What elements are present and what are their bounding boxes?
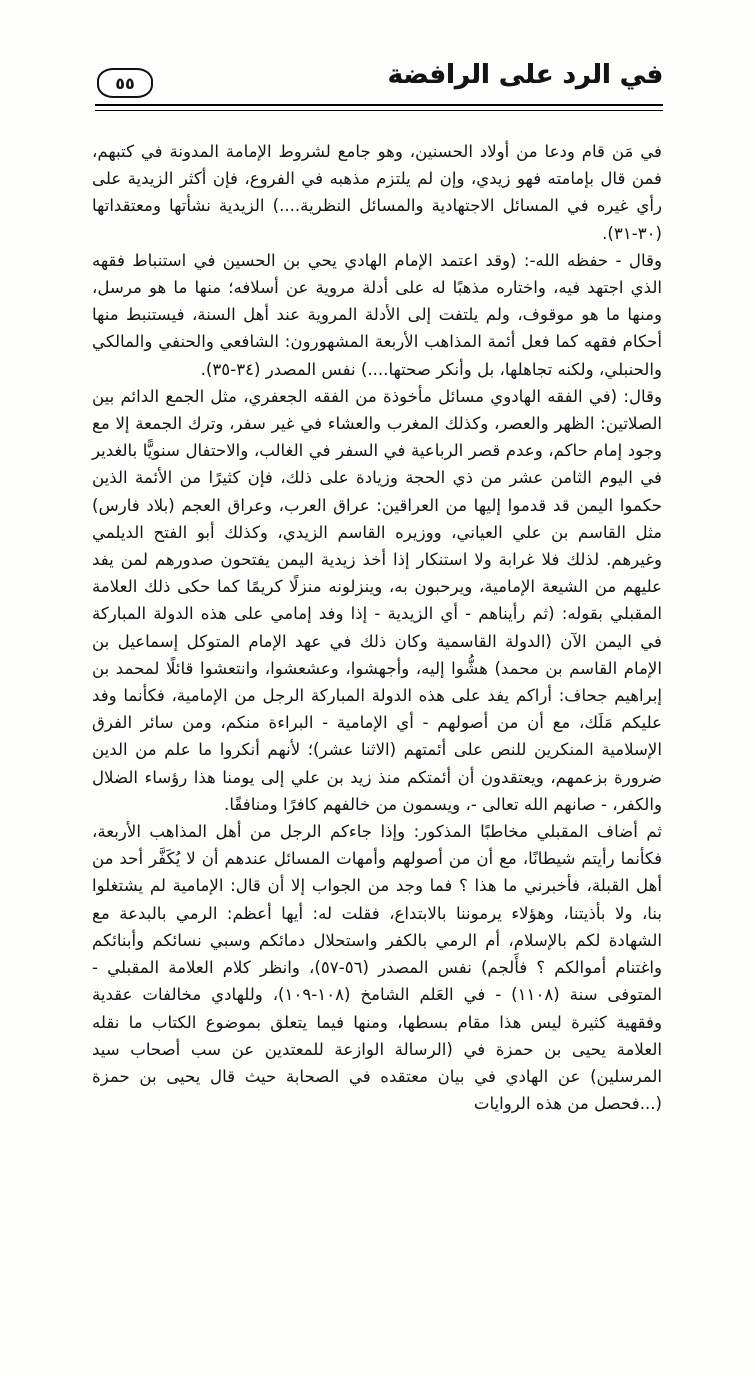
page-number-badge: ٥٥	[97, 68, 153, 98]
page-header	[95, 62, 663, 102]
paragraph-3: وقال: (في الفقه الهادوي مسائل مأخوذة من الفقه الجعفري، مثل الجمع الدائم بين الصلاتين: الظهر والعصر، وكذلك المغرب والعشاء في غير سفر، وترك الجمعة إلا مع وجود إمام حاكم، وعدم قصر الرباعية في السفر في الغالب، والاحتفال سنويًّا بالغدير في اليوم الثامن عشر من ذي الحجة وزيادة على ذلك، فإن كثيرًا من الأئمة الذين حكموا اليمن قد قدموا إليها من العراقين: عراق العرب، وعراق العجم (بلاد فارس) مثل القاسم بن علي العياني، ووزيره القاسم الزيدي، وكذلك أبو الفتح الديلمي وغيرهم. لذلك فلا غرابة ولا استنكار إذا أخذ زيدية اليمن يفتحون صدورهم لمن يفد عليهم من الشيعة الإمامية، ويرحبون به، وينزلونه منزلًا كريمًا كما حكى ذلك العلامة المقبلي بقوله: (ثم رأيناهم - أي الزيدية - إذا وفد إمامي على هذه الدولة المباركة في اليمن الآن (الدولة القاسمية وكان ذلك في عهد الإمام المتوكل إسماعيل بن الإمام القاسم بن محمد) هشُّوا إليه، وأجهشوا، وعشعشوا، وانتعشوا قائلًا لمحمد بن إبراهيم جحاف: أراكم يفد على هذه الدولة المباركة الرجل من الإمامية، فكأنما وفد عليكم مَلَك، مع أن من أصولهم - أي الإمامية - البراءة منكم، ومن سائر الفرق الإسلامية المنكرين للنص على أئمتهم (الاثنا عشر)؛ لأنهم أنكروا ما علم من الدين ضرورة بزعمهم، ويعتقدون أن أئمتكم منذ زيد بن علي إلى يومنا هذا رؤساء الضلال والكفر، - صانهم الله تعالى -، ويسمون من خالفهم كافرًا ومنافقًا.	[92, 386, 662, 814]
header-divider	[95, 104, 663, 111]
paragraph-2: وقال - حفظه الله-: (وقد اعتمد الإمام الهادي يحي بن الحسين في استنباط فقهه الذي اجتهد فيه، واختاره مذهبًا له على أدلة مروية عن أسلافه؛ منها ما هو مرسل، ومنها ما هو موقوف، ولم يلتفت إلى الأدلة المروية عند أهل السنة، فيستنبط منها أحكام فقهه كما فعل أئمة المذاهب الأربعة المشهورون: الشافعي والحنفي والمالكي والحنبلي، ولكنه تجاهلها، بل وأنكر صحتها....) نفس المصدر (٣٤-٣٥).	[92, 250, 662, 379]
body-text	[92, 138, 662, 1117]
paragraph-4: ثم أضاف المقبلي مخاطبًا المذكور: وإذا جاءكم الرجل من أهل المذاهب الأربعة، فكأنما رأيتم شيطانًا، مع أن من أصولهم وأمهات المسائل عندهم أن لا يُكَفَّر أحد من أهل القبلة، فأخبرني ما هذا ؟ فما وجد من الجواب إلا أن قال: الإمامية لم يشتغلوا بنا، ولا بأذيتنا، وهؤلاء يرموننا بالابتداع، فقلت له: أيها أعظم: الرمي بالبدعة مع الشهادة لكم بالإسلام، أم الرمي بالكفر واستحلال دمائكم وسبي نسائكم وأبنائكم واغتنام أموالكم ؟ فأَلجم) نفس المصدر (٥٦-٥٧)، وانظر كلام العلامة المقبلي - المتوفى سنة (١١٠٨) - في العَلم الشامخ (١٠٨-١٠٩)، وللهادي مخالفات عقدية وفقهية كثيرة ليس هذا مقام بسطها، ومنها فيما يتعلق بموضوع الكتاب ما نقله العلامة يحيى بن حمزة في (الرسالة الوازعة للمعتدين عن سب أصحاب سيد المرسلين) عن الهادي في بيان معتقده في الصحابة حيث قال يحيى بن حمزة (...فحصل من هذه الروايات	[92, 822, 663, 1114]
book-title: في الرد على الرافضة	[387, 60, 663, 90]
paragraph-1: في مَن قام ودعا من أولاد الحسنين، وهو جامع لشروط الإمامة المدونة في كتبهم، فمن قال بإمامته فهو زيدي، وإن لم يلتزم مذهبه في الفروع، فإن أكثر الزيدية على رأي غيره في المسائل الاجتهادية والمسائل النظرية....) الزيدية نشأتها ومعتقداتها (٣٠-٣١).	[92, 142, 662, 243]
